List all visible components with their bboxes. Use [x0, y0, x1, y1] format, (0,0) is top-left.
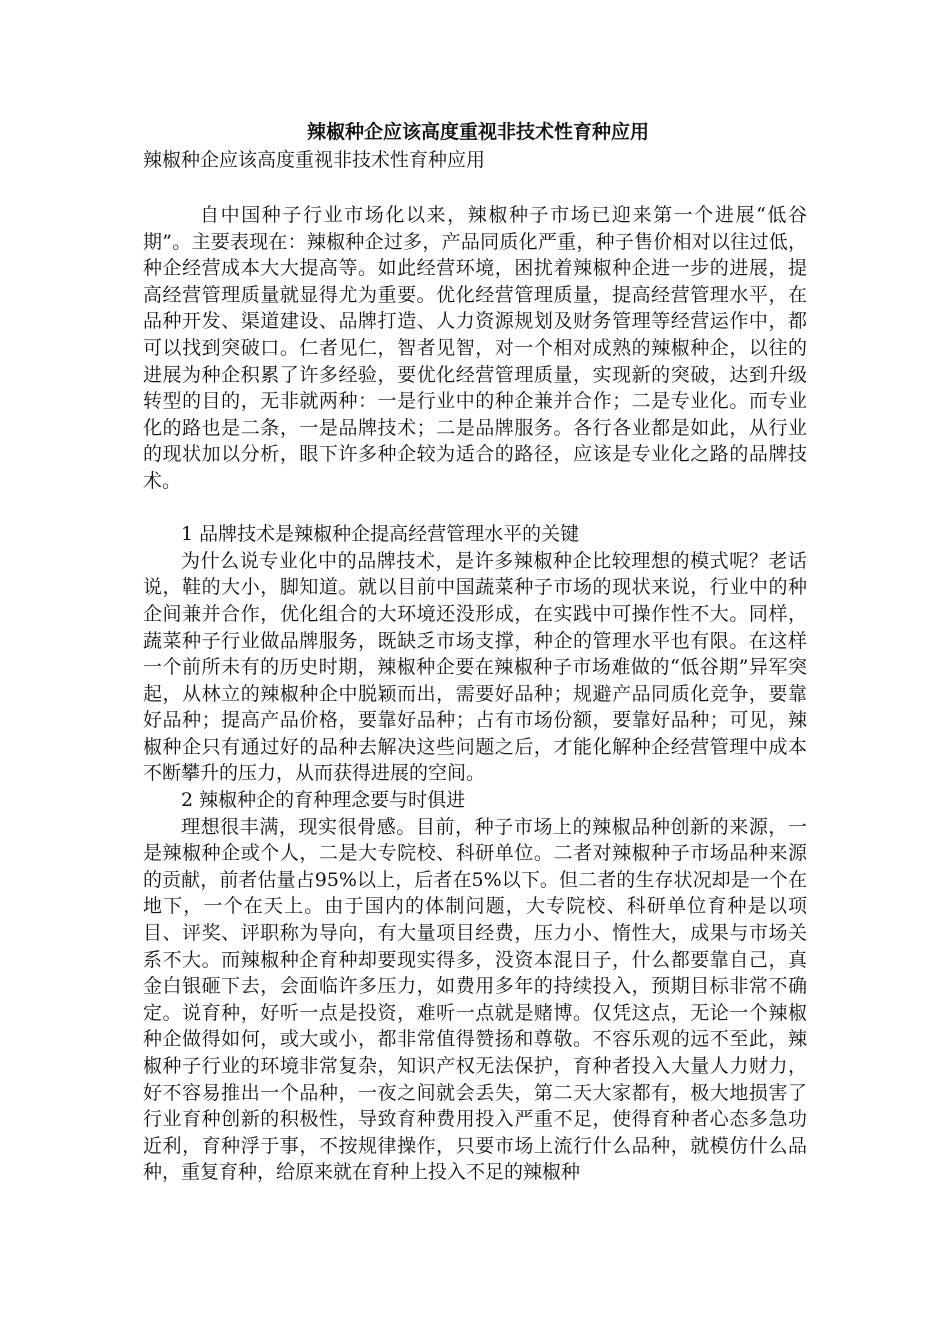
- blank-line: [143, 174, 807, 202]
- blank-line: [143, 495, 807, 522]
- document-title: 辣椒种企应该高度重视非技术性育种应用: [306, 121, 649, 143]
- document-page: [143, 118, 807, 1186]
- document-subtitle: 辣椒种企应该高度重视非技术性育种应用: [143, 149, 486, 171]
- section-1-paragraph: 为什么说专业化中的品牌技术，是许多辣椒种企比较理想的模式呢？老话说，鞋的大小，脚知道。就以目前中国蔬菜种子市场的现状来说，行业中的种企间兼并合作，优化组合的大环境还没形成，在实践中可操作性不大。同样，蔬菜种子行业做品牌服务，既缺乏市场支撑，种企的管理水平也有限。在这样一个前所未有的历史时期，辣椒种企要在辣椒种子市场难做的“低谷期”异军突起，从林立的辣椒种企中脱颖而出，需要好品种；规避产品同质化竞争，要靠好品种；提高产品价格，要靠好品种；占有市场份额，要靠好品种；可见，辣椒种企只有通过好的品种去解决这些问题之后，才能化解种企经营管理中成本不断攀升的压力，从而获得进展的空间。: [143, 549, 807, 785]
- section-1-heading: 1 品牌技术是辣椒种企提高经营管理水平的关键: [181, 523, 580, 546]
- section-2-paragraph: 理想很丰满，现实很骨感。目前，种子市场上的辣椒品种创新的来源，一是辣椒种企或个人，二是大专院校、科研单位。二者对辣椒种子市场品种来源的贡献，前者估量占95%以上，后者在5%以下。但二者的生存状况却是一个在地下，一个在天上。由于国内的体制问题，大专院校、科研单位育种是以项目、评奖、评职称为导向，有大量项目经费，压力小、惰性大，成果与市场关系不大。而辣椒种企育种却要现实得多，没资本混日子，什么都要靠自己，真金白银砸下去，会面临许多压力，如费用多年的持续投入，预期目标非常不确定。说育种，好听一点是投资，难听一点就是赌博。仅凭这点，无论一个辣椒种企做得如何，或大或小，都非常值得赞扬和尊敬。不容乐观的远不至此，辣椒种子行业的环境非常复杂，知识产权无法保护，育种者投入大量人力财力，好不容易推出一个品种，一夜之间就会丢失，第二天大家都有，极大地损害了行业育种创新的积极性，导致育种费用投入严重不足，使得育种者心态多急功近利，育种浮于事，不按规律操作，只要市场上流行什么品种，就模仿什么品种，重复育种，给原来就在育种上投入不足的辣椒种: [143, 815, 807, 1184]
- section-2-heading: 2 辣椒种企的育种理念要与时俱进: [181, 789, 466, 812]
- intro-paragraph: 自中国种子行业市场化以来，辣椒种子市场已迎来第一个进展“低谷期”。主要表现在：辣椒种企过多，产品同质化严重，种子售价相对以往过低，种企经营成本大大提高等。如此经营环境，困扰着辣椒种企进一步的进展，提高经营管理质量就显得尤为重要。优化经营管理质量，提高经营管理水平，在品种开发、渠道建设、品牌打造、人力资源规划及财务管理等经营运作中，都可以找到突破口。仁者见仁，智者见智，对一个相对成熟的辣椒种企，以往的进展为种企积累了许多经验，要优化经营管理质量，实现新的突破，达到升级转型的目的，无非就两种：一是行业中的种企兼并合作；二是专业化。而专业化的路也是二条，一是品牌技术；二是品牌服务。各行各业都是如此，从行业的现状加以分析，眼下许多种企较为适合的路径，应该是专业化之路的品牌技术。: [143, 204, 807, 492]
